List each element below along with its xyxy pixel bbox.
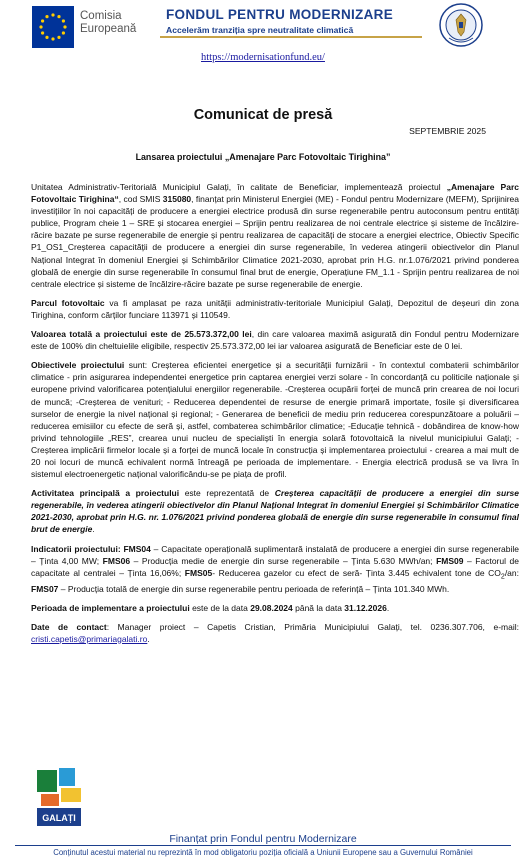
header-divider — [160, 36, 422, 38]
value-paragraph: Valoarea totală a proiectului este de 25.573.372,00 lei, din care valoarea maximă asigurată din Fondul pentru Modernizare este de 100% din cheltuielile eligibile, respectiv 25.573.372,00 lei iar valoarea asigurată de Beneficiar este de 0 lei. — [31, 329, 519, 352]
intro-paragraph: Unitatea Administrativ-Teritorială Municipiul Galați, în calitate de Beneficiar, implementează proiectul „Amenajare Parc Fotovoltaic Tirighina“, cod SMIS 315080, finanțat prin Ministerul Energiei (ME) - Fondul pentru Modernizare (MEFM), Sprijinirea investițiilor în noi capacități de producere a energiei electrice produsă din surse regenerabile pentru autoconsum pentru entități publice, Program cheie 1 – SRE și stocarea energiei – Sprijin pentru realizarea de noi centrale electrice și sisteme de încălzire-răcire bazate pe surse regenerabile de energie și pentru realizarea de capacități de stocare a energiei electrice, Obiectiv Specific P1_OS1_Creșterea capacității de producere a energiei din surse regenerabile, în vederea atingerii obiectivelor din Planul Național Integrat în domeniul Energiei și Schimbărilor Climatice 2021-2030, aprobat prin H.G. nr.1.076/2021 privind ponderea globală de energie din surse regenerabile în consumul final brut de energie, Operațiune FM_1.1 - Sprijin pentru realizarea de noi centrale electrice și sisteme de încălzire-răcire bazate pe surse regenerabile de energie. — [31, 182, 519, 289]
eu-flag-icon — [32, 6, 74, 48]
indicators-paragraph: Indicatorii proiectului: FMS04 – Capacitate operațională suplimentară instalată de producere a energiei din surse regenerabile – Ținta 4,00 MW; FMS06 – Producția medie de energie din surse regenerabile – Ținta 5.630 MWh/an; FMS09 – Factorul de capacitate al centralei – Ținta 16,06%; FMS05- Reducerea gazelor cu efect de seră- Ținta 3.445 echivalent tone de $CO_2/an$: FMS07 – Producția totală de energie din surse regenerabile pentru perioada de referință – Ținta 101.340 MWh. — [31, 543, 519, 594]
implementation-period-paragraph: Perioada de implementare a proiectului este de la data 29.08.2024 până la data 31.12.2026. — [31, 602, 390, 613]
contact-paragraph: Date de contact: Manager proiect – Capetis Cristian, Primăria Municipiului Galați, tel. 0236.307.706, e-mail: cristi.capetis@primariagalati.ro. — [31, 621, 519, 644]
press-release-body — [31, 181, 519, 652]
galati-city-logo — [33, 766, 88, 830]
website-link[interactable]: https://modernisationfund.eu/ — [201, 52, 325, 63]
release-date: SEPTEMBRIE 2025 — [409, 126, 486, 136]
footer-divider — [15, 845, 511, 846]
eu-commission-label: Comisia Europeană — [80, 10, 137, 35]
objectives-paragraph: Obiectivele proiectului sunt: Creșterea eficientei energetice și a securității furnizării - în contextul combaterii schimbărilor climatice - prin asigurarea independentei energetice prin captarea energiei verzi solare - în concordanță cu politicile naționale și europene privind valorificarea potențialului energiilor regenerabile. -Creșterea ocupării forței de muncă prin crearea de noi locuri de muncă; -Creșterea de venituri; - Reducerea dependentei de resurse de energie primară importate, fosile și diversificarea surselor de energie la nivel național și regional; - Generarea de beneficii de mediu prin reducerea corespunzătoare a poluării – reducerea emisiilor cu efecte de seră și, astfel, combaterea schimbărilor climatice; -Educație tehnică - dobândirea de know-how privind tehnologiile „RES”, crearea unui nucleu de specialiști în energia solară fotovoltaică la nivelul municipiului Galați; - Creșterea implicării firmelor locale și a forței de muncă locale în construcția și implementarea proiectului - crearea a mai mult de 20 noi locuri de muncă echivalent normă întreagă pe perioada de implementare. - Energia electrică produsă se va livra în sistemul electroenergetic național valorificându-se pe piața de profil. — [31, 360, 519, 480]
project-subject: Lansarea proiectului „Amenajare Parc Fotovoltaic Tirighina” — [135, 152, 391, 162]
romanian-government-logo — [438, 2, 484, 52]
page-title: Comunicat de presă — [193, 107, 333, 123]
fund-subtitle: Accelerăm tranziția spre neutralitate climatică — [166, 25, 354, 35]
contact-email-link[interactable]: cristi.capetis@primariagalati.ro — [31, 633, 148, 644]
galati-logo-text: GALAȚI — [42, 813, 76, 823]
location-paragraph: Parcul fotovoltaic va fi amplasat pe raza unității administrativ-teritoriale Municipiul Galați, Depozitul de deșeuri din zona Tirighina, conform cărților funciare 113971 și 110549. — [31, 297, 519, 320]
footer-disclaimer: Conținutul acestui material nu reprezintă în mod obligatoriu poziția oficială a Uniunii Europene sau a Guvernului României — [53, 848, 473, 857]
fund-title: FONDUL PENTRU MODERNIZARE — [166, 7, 393, 22]
footer-funding-line: Finanțat prin Fondul pentru Modernizare — [169, 833, 357, 845]
header — [0, 0, 526, 66]
main-activity-paragraph: Activitatea principală a proiectului este reprezentată de Creșterea capacității de producere a energiei din surse regenerabile, în vederea atingerii obiectivelor din Planul Național Integrat în domeniul Energiei și Schimbărilor Climatice 2021-2030, aprobat prin H.G. nr. 1.076/2021 privind ponderea globală de energie din surse regenerabile în consumul final brut de energie. — [31, 488, 519, 535]
